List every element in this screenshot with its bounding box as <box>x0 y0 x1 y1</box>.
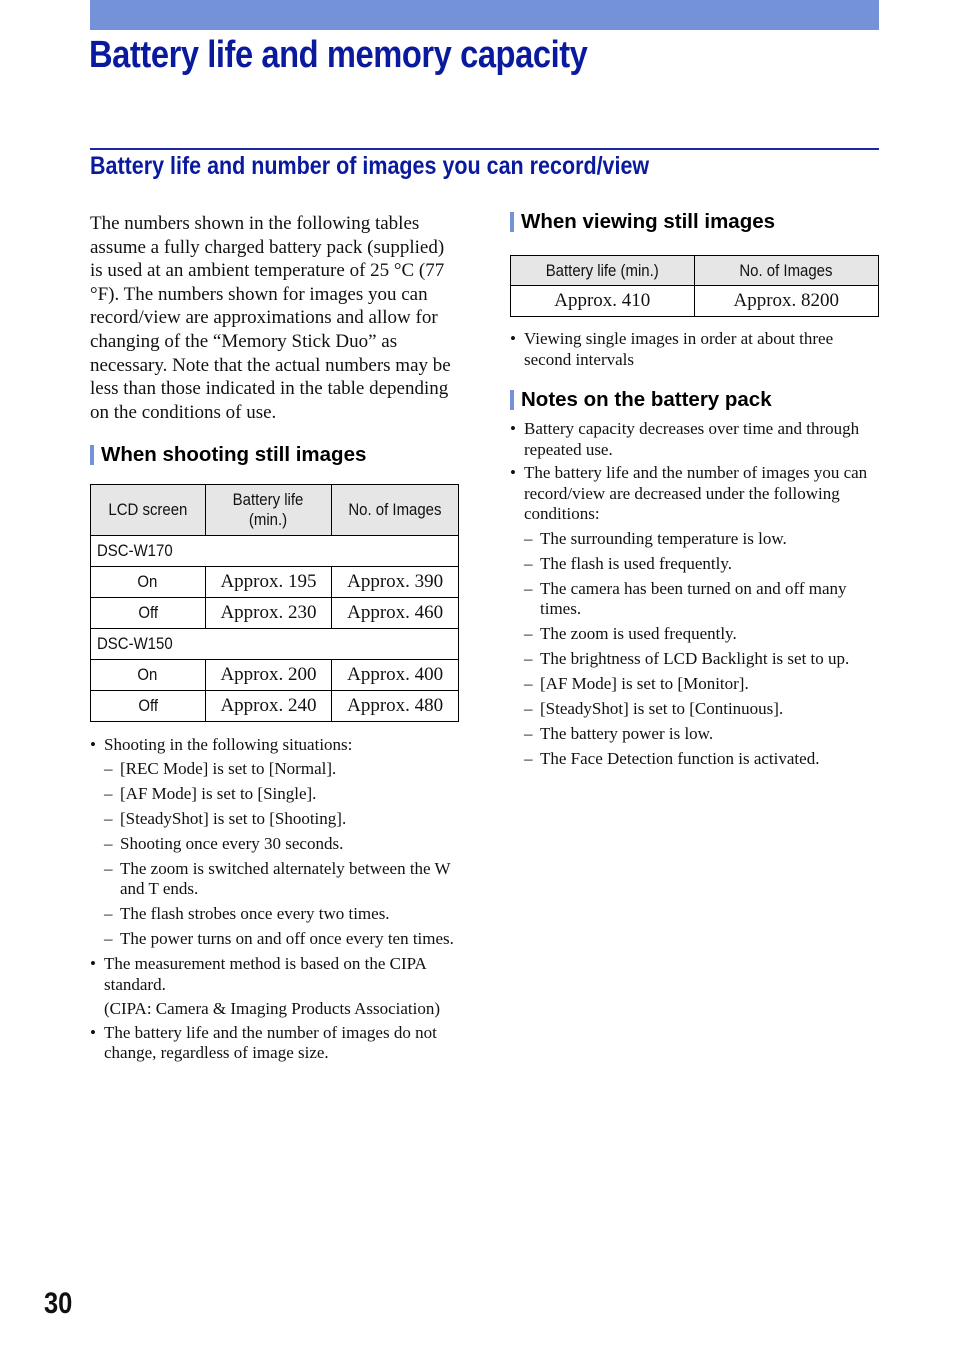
table-row <box>91 629 459 660</box>
conditions-list <box>524 529 880 770</box>
page-title: Battery life and memory capacity <box>89 34 588 76</box>
list-item: – The battery power is low. <box>524 724 880 745</box>
list-item: – The Face Detection function is activated. <box>524 749 880 770</box>
table-row <box>511 286 879 317</box>
right-column <box>510 210 880 774</box>
model-name: DSC-W170 <box>91 536 459 567</box>
table-cell: Approx. 240 <box>205 691 332 722</box>
list-item: – [REC Mode] is set to [Normal]. <box>104 759 460 780</box>
table-cell: Approx. 230 <box>205 598 332 629</box>
table-header: LCD screen <box>91 485 206 536</box>
table-cell: Approx. 410 <box>511 286 695 317</box>
shooting-heading-text: When shooting still images <box>101 443 367 467</box>
viewing-table <box>510 255 879 317</box>
shooting-notes <box>90 735 460 1064</box>
list-item: – The camera has been turned on and off many times. <box>524 579 880 620</box>
table-row <box>91 598 459 629</box>
table-cell: Off <box>91 598 206 629</box>
list-item: – The power turns on and off once every ten times. <box>104 929 460 950</box>
table-row <box>91 536 459 567</box>
page-number: 30 <box>44 1287 73 1320</box>
situations-list <box>104 759 460 950</box>
left-column <box>90 212 460 1064</box>
table-header: No. of Images <box>694 256 878 286</box>
table-header: No. of Images <box>332 485 459 536</box>
list-item: – [AF Mode] is set to [Single]. <box>104 784 460 805</box>
table-cell: Approx. 460 <box>332 598 459 629</box>
list-item: – The flash strobes once every two times. <box>104 904 460 925</box>
table-row <box>91 691 459 722</box>
list-item: • The battery life and the number of images do not change, regardless of image size. <box>90 1023 460 1064</box>
heading-marker <box>510 390 514 410</box>
table-header-row <box>511 256 879 286</box>
list-item: • Viewing single images in order at about three second intervals <box>510 329 880 370</box>
table-cell: Approx. 195 <box>205 567 332 598</box>
battery-notes-list <box>510 419 880 770</box>
list-item: – The surrounding temperature is low. <box>524 529 880 550</box>
list-item: – The zoom is switched alternately between the W and T ends. <box>104 859 460 900</box>
intro-paragraph: The numbers shown in the following tables assume a fully charged battery pack (supplied) is used at an ambient temperature of 25 °C (77 °F). The numbers shown for images you can record/view are approximations and allow for changing of the “Memory Stick Duo” as necessary. Note that the actual numbers may be less than those indicated in the table depending on the conditions of use. <box>90 213 451 423</box>
battery-notes-heading-text: Notes on the battery pack <box>521 388 772 411</box>
viewing-notes <box>510 329 880 370</box>
section-title: Battery life and number of images you can record/view <box>90 152 650 180</box>
header-accent-bar <box>90 0 879 30</box>
table-cell: Off <box>91 691 206 722</box>
table-cell: On <box>91 660 206 691</box>
model-name: DSC-W150 <box>91 629 459 660</box>
table-row <box>91 567 459 598</box>
shooting-table <box>90 484 459 722</box>
table-row <box>91 660 459 691</box>
list-item: • Shooting in the following situations: – [REC Mode] is set to [Normal]. – [AF Mode] is set to [Single]. – [SteadyShot] is set to [Shooting]. – Shooting once every 30 seconds. – The zoom is switched alternately between the W and T ends. – The flash strobes once every two times. – The power turns on and off once every ten times. <box>90 735 460 950</box>
list-item: – The zoom is used frequently. <box>524 624 880 645</box>
viewing-heading-text: When viewing still images <box>521 210 776 233</box>
table-cell: Approx. 200 <box>205 660 332 691</box>
table-header: Battery life (min.) <box>511 256 695 286</box>
table-cell: Approx. 390 <box>332 567 459 598</box>
list-item: – The brightness of LCD Backlight is set to up. <box>524 649 880 670</box>
list-item: • The measurement method is based on the CIPA standard. (CIPA: Camera & Imaging Products Association) <box>90 954 460 1020</box>
list-item: – [SteadyShot] is set to [Shooting]. <box>104 809 460 830</box>
battery-notes-heading <box>510 388 880 412</box>
table-cell: Approx. 8200 <box>694 286 878 317</box>
list-item: • The battery life and the number of images you can record/view are decreased under the following conditions: – The surrounding temperature is low. – The flash is used frequently. – The camera has been turned on and off many times. – The zoom is used frequently. – The brightness of LCD Backlight is set to up. – [AF Mode] is set to [Monitor]. – [SteadyShot] is set to [Continuous]. – The battery power is low. – The Face Detection function is activated. <box>510 463 880 770</box>
heading-marker <box>90 445 94 465</box>
list-item: • Battery capacity decreases over time and through repeated use. <box>510 419 880 460</box>
section-divider <box>90 148 879 150</box>
table-header: Battery life (min.) <box>205 485 332 536</box>
heading-marker <box>510 212 514 232</box>
list-item: – [AF Mode] is set to [Monitor]. <box>524 674 880 695</box>
table-cell: Approx. 400 <box>332 660 459 691</box>
table-cell: Approx. 480 <box>332 691 459 722</box>
list-item: – [SteadyShot] is set to [Continuous]. <box>524 699 880 720</box>
viewing-heading <box>510 210 880 234</box>
shooting-heading <box>90 443 460 467</box>
table-header-row <box>91 485 459 536</box>
list-item: – Shooting once every 30 seconds. <box>104 834 460 855</box>
list-item: – The flash is used frequently. <box>524 554 880 575</box>
table-cell: On <box>91 567 206 598</box>
